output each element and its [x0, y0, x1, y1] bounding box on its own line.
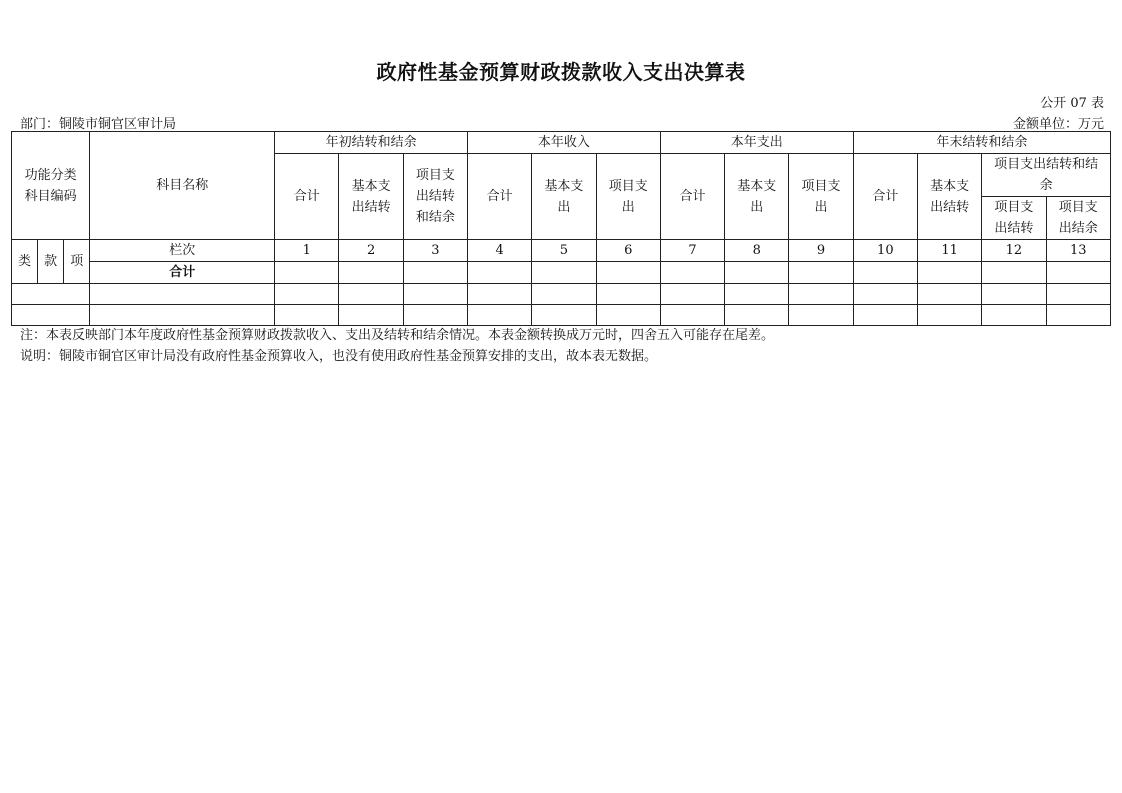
budget-table [11, 131, 1111, 326]
table-cell [12, 305, 90, 326]
end-project-carry-header: 项目支出结转 [982, 197, 1046, 240]
form-number: 公开 07 表 [1040, 96, 1104, 111]
end-basic-header: 基本支出结转 [917, 154, 981, 240]
table-cell [275, 262, 339, 284]
col-number: 2 [339, 240, 403, 262]
subject-name-header: 科目名称 [90, 132, 275, 240]
col-number: 5 [532, 240, 596, 262]
table-cell [532, 262, 596, 284]
begin-project-header: 项目支出结转和结余 [403, 154, 467, 240]
group-expense-header: 本年支出 [660, 132, 853, 154]
begin-basic-header: 基本支出结转 [339, 154, 403, 240]
table-cell [917, 262, 981, 284]
table-cell [90, 305, 275, 326]
table-row [12, 284, 1111, 305]
class-lei-header: 类 [12, 240, 38, 284]
income-basic-header: 基本支出 [532, 154, 596, 240]
notes-block [20, 325, 774, 367]
expense-project-header: 项目支出 [789, 154, 853, 240]
income-project-header: 项目支出 [596, 154, 660, 240]
table-cell [339, 262, 403, 284]
expense-total-header: 合计 [660, 154, 724, 240]
table-cell [853, 262, 917, 284]
col-number: 7 [660, 240, 724, 262]
col-number: 4 [468, 240, 532, 262]
group-end-header: 年末结转和结余 [853, 132, 1110, 154]
col-number: 9 [789, 240, 853, 262]
func-code-header: 功能分类 科目编码 [12, 132, 90, 240]
table-explanation: 说明：铜陵市铜官区审计局没有政府性基金预算收入，也没有使用政府性基金预算安排的支出，故本表无数据。 [20, 349, 658, 364]
class-xiang-header: 项 [64, 240, 90, 284]
total-row-label: 合计 [90, 262, 275, 284]
row-number-label: 栏次 [90, 240, 275, 262]
income-total-header: 合计 [468, 154, 532, 240]
table-row [12, 305, 1111, 326]
col-number: 1 [275, 240, 339, 262]
end-project-balance-header: 项目支出结余 [1046, 197, 1110, 240]
table-cell [90, 284, 275, 305]
group-income-header: 本年收入 [468, 132, 661, 154]
table-cell [12, 284, 90, 305]
col-number: 6 [596, 240, 660, 262]
amount-unit-label: 金额单位：万元 [1012, 117, 1104, 132]
col-number: 12 [982, 240, 1046, 262]
table-note: 注：本表反映部门本年度政府性基金预算财政拨款收入、支出及结转和结余情况。本表金额转换成万元时，四舍五入可能存在尾差。 [20, 328, 775, 343]
department-label: 部门：铜陵市铜官区审计局 [20, 117, 177, 132]
class-kuan-header: 款 [38, 240, 64, 284]
col-number: 11 [917, 240, 981, 262]
table-cell [468, 262, 532, 284]
col-number: 8 [725, 240, 789, 262]
table-cell [982, 262, 1046, 284]
col-number: 3 [403, 240, 467, 262]
table-cell [596, 262, 660, 284]
col-number: 13 [1046, 240, 1110, 262]
table-cell [789, 262, 853, 284]
expense-basic-header: 基本支出 [725, 154, 789, 240]
end-total-header: 合计 [853, 154, 917, 240]
page-title: 政府性基金预算财政拨款收入支出决算表 [376, 60, 746, 84]
begin-total-header: 合计 [275, 154, 339, 240]
col-number: 10 [853, 240, 917, 262]
table-cell [403, 262, 467, 284]
table-cell [725, 262, 789, 284]
end-project-group-header: 项目支出结转和结余 [982, 154, 1111, 197]
table-cell [660, 262, 724, 284]
group-begin-header: 年初结转和结余 [275, 132, 468, 154]
table-cell [1046, 262, 1110, 284]
